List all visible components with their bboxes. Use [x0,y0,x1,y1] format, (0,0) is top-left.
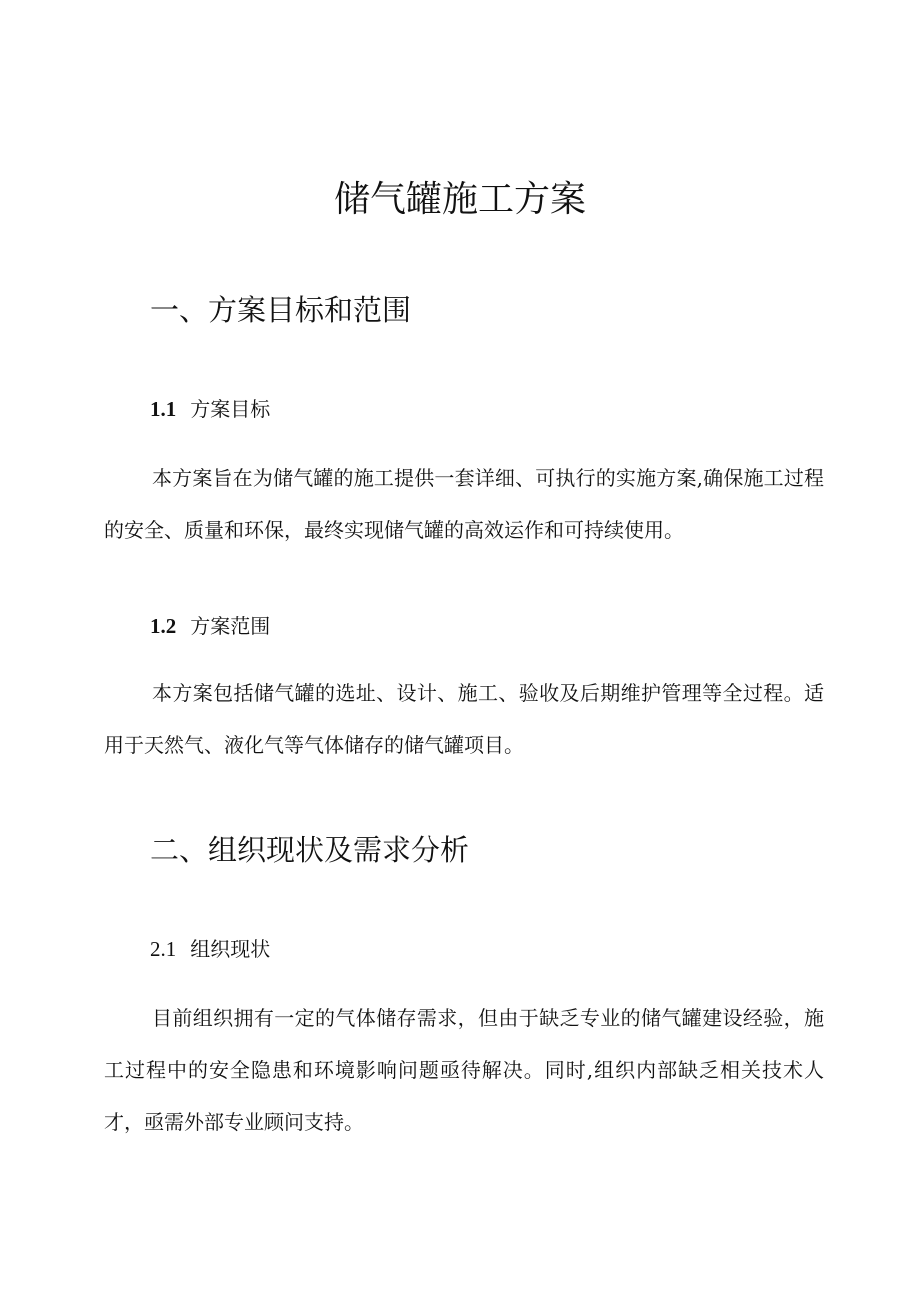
subsection-title: 组织现状 [190,937,271,961]
section-heading-2: 二、组织现状及需求分析 [150,833,470,867]
subsection-number: 2.1 [150,937,177,961]
section-heading-1: 一、方案目标和范围 [150,293,412,327]
document-title: 储气罐施工方案 [333,179,586,220]
subsection-heading-2-1 [150,934,270,964]
subsection-title: 方案范围 [190,614,271,638]
subsection-title: 方案目标 [190,397,271,421]
paragraph-1-2: 本方案包括储气罐的选址、设计、施工、验收及后期维护管理等全过程。适用于天然气、液化气等气体储存的储气罐项目。 [104,681,824,757]
paragraph-2-1: 目前组织拥有一定的气体储存需求，但由于缺乏专业的储气罐建设经验，施工过程中的安全隐患和环境影响问题亟待解决。同时,组织内部缺乏相关技术人才，亟需外部专业顾问支持。 [104,1006,824,1134]
subsection-number: 1.1 [150,397,177,421]
subsection-heading-1-2 [150,611,270,641]
subsection-heading-1-1 [150,394,270,424]
paragraph-1-1: 本方案旨在为储气罐的施工提供一套详细、可执行的实施方案,确保施工过程的安全、质量和环保，最终实现储气罐的高效运作和可持续使用。 [104,466,824,542]
subsection-number: 1.2 [150,614,177,638]
